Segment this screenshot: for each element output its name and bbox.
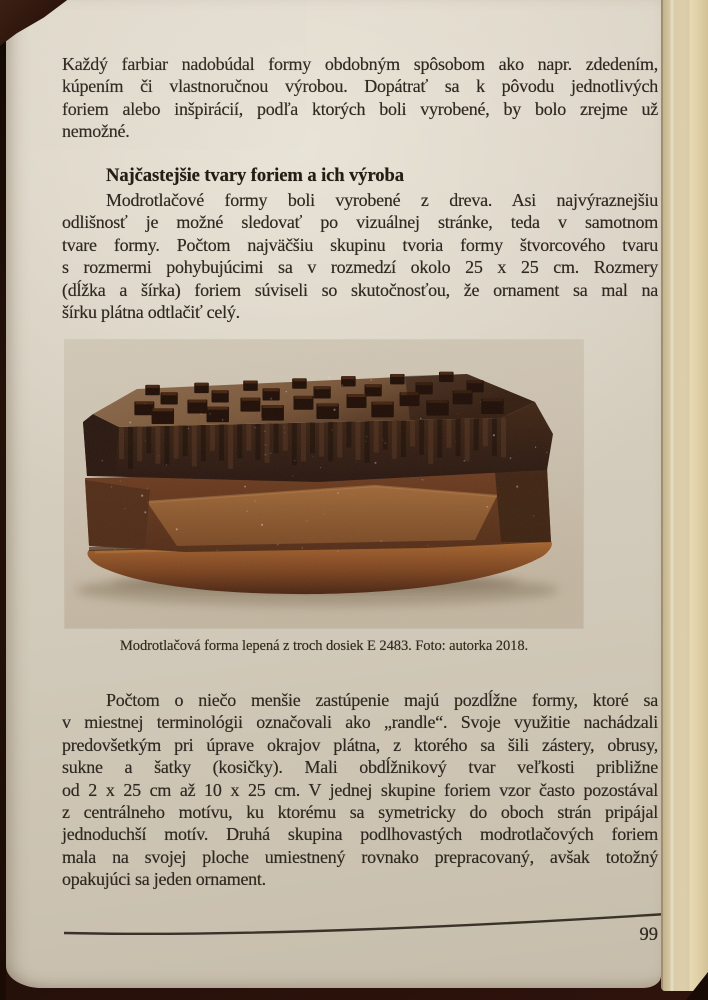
text-line: šírku plátna odtlačiť celý. (62, 302, 240, 323)
text-line: jednoduchší motív. Druhá skupina podlhovastých modrotlačových foriem (62, 824, 658, 845)
page-number: 99 (639, 925, 658, 945)
text-line: foriem alebo inšpirácií, podľa ktorých boli vyrobené, by bolo zrejme už (62, 98, 658, 119)
text-line: s rozmermi pohybujúcimi sa v rozmedzí okolo 25 x 25 cm. Rozmery (62, 257, 658, 278)
text-line: Každý farbiar nadobúdal formy obdobným spôsobom ako napr. zdedením, (62, 54, 658, 74)
text-line: kúpením či vlastnoručnou výrobou. Dopátrať sa k pôvodu jednotlivých (62, 76, 658, 97)
text-line: (dĺžka a šírka) foriem súviseli so skutočnosťou, že ornament sa mal na (62, 279, 658, 300)
book-page (6, 0, 661, 988)
section-heading: Najčastejšie tvary foriem a ich výroba (106, 165, 404, 186)
text-line: opakujúci sa jeden ornament. (62, 869, 266, 890)
text-line: predovšetkým pri úprave okrajov plátna, z ktorého sa šili zástery, obrusy, (62, 734, 658, 755)
figure-photo-printing-block (65, 340, 583, 628)
text-line: tvare formy. Počtom najväčšiu skupinu tvoria formy štvorcového tvaru (62, 234, 658, 255)
text-line: v miestnej terminológii označovali ako „randle“. Svoje využitie nachádzali (62, 712, 658, 733)
book-fore-edge-pages (661, 0, 708, 991)
paragraph-3 (62, 689, 658, 891)
text-line: nemožné. (62, 121, 130, 142)
text-line: Modrotlačové formy boli vyrobené z dreva. Asi najvýraznejšiu (106, 190, 658, 210)
paragraph-2 (62, 189, 658, 323)
footer-rule (62, 908, 686, 938)
text-line: od 2 x 25 cm až 10 x 25 cm. V jednej skupine foriem vzor často pozostával (62, 779, 658, 800)
text-line: odlišnosť je možné sledovať po vizuálnej stránke, teda v samotnom (62, 212, 658, 233)
figure-caption: Modrotlačová forma lepená z troch dosiek E 2483. Foto: autorka 2018. (119, 638, 529, 654)
printing-block-illustration (65, 340, 583, 628)
paragraph-1 (62, 53, 658, 143)
text-line: sukne a šatky (kosičky). Mali obdĺžnikový tvar veľkosti približne (62, 757, 658, 778)
text-line: mala na svojej ploche umiestnený rovnako prepracovaný, avšak totožný (62, 846, 658, 867)
text-line: Počtom o niečo menšie zastúpenie majú pozdĺžne formy, ktoré sa (106, 690, 658, 710)
text-line: z centrálneho motívu, ku ktorému sa symetricky do oboch strán pripájal (62, 802, 658, 823)
book-cover-left-edge (0, 0, 6, 1000)
